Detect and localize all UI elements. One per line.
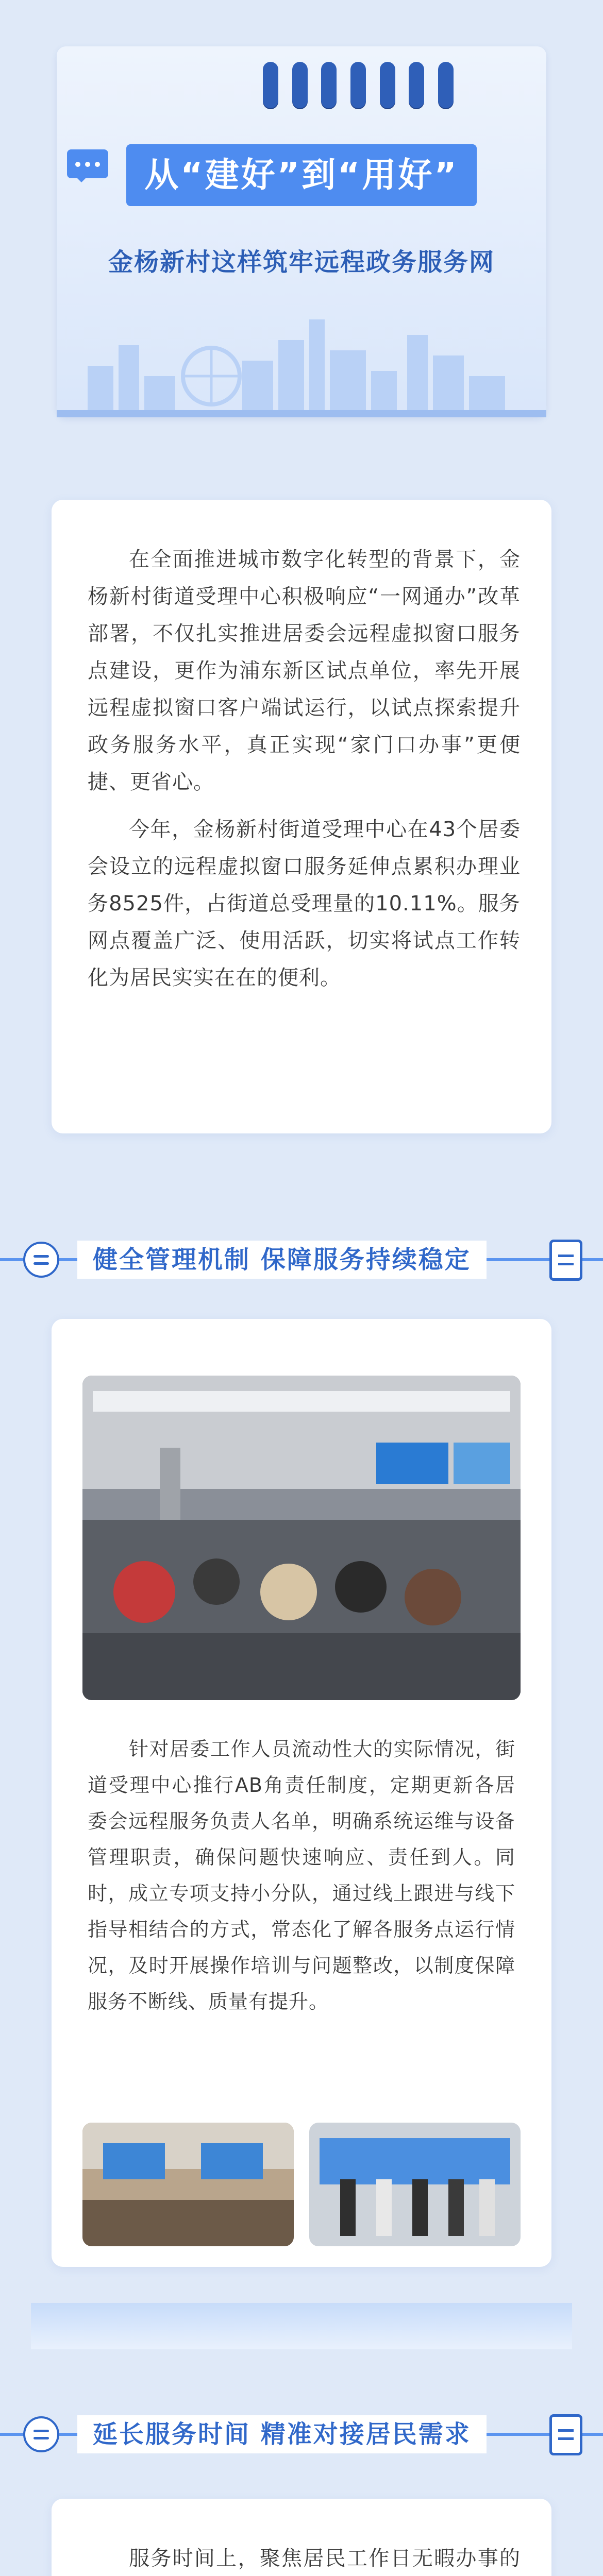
chat-bubble-icon xyxy=(67,149,108,178)
training-room-photo xyxy=(82,2123,294,2246)
divider xyxy=(31,2303,572,2349)
section2-card xyxy=(52,2499,551,2576)
section1-card xyxy=(52,1319,551,2267)
intro-paragraph-2: 今年，金杨新村街道受理中心在43个居委会设立的远程虚拟窗口服务延伸点累积办理业务8525件，占街道总受理量的10.11%。服务网点覆盖广泛、使用活跃，切实将试点工作转化为居民实实在在的便利。 xyxy=(88,818,521,990)
page-title: 从“建好”到“用好” xyxy=(126,144,477,206)
document-icon xyxy=(549,1240,582,1281)
document-icon xyxy=(549,2414,582,2455)
section1-paragraph: 针对居委工作人员流动性大的实际情况，街道受理中心推行AB角责任制度，定期更新各居委会远程服务负责人名单，明确系统运维与设备管理职责，确保问题快速响应、责任到人。同时，成立专项支持小分队，通过线上跟进与线下指导相结合的方式，常态化了解各服务点运行情况，及时开展操作培训与问题整改，以制度保障服务不断线、质量有提升。 xyxy=(88,1738,515,2013)
list-icon xyxy=(23,2416,59,2452)
intro-paragraph-1: 在全面推进城市数字化转型的背景下，金杨新村街道受理中心积极响应“一网通办”改革部署，不仅扎实推进居委会远程虚拟窗口服务点建设，更作为浦东新区试点单位，率先开展远程虚拟窗口客户端试运行，以试点探索提升政务服务水平，真正实现“家门口办事”更便捷、更省心。 xyxy=(88,548,521,794)
page-subtitle: 金杨新村这样筑牢远程政务服务网 xyxy=(108,248,495,277)
city-skyline-icon xyxy=(57,289,546,417)
intro-card xyxy=(52,500,551,1133)
list-icon xyxy=(23,1242,59,1278)
section-heading-1 xyxy=(0,1231,603,1288)
meeting-room-photo xyxy=(82,1376,521,1700)
staff-group-photo xyxy=(309,2123,521,2246)
binder-rings-icon xyxy=(263,62,454,108)
section-heading-2 xyxy=(0,2406,603,2463)
section-title-2: 延长服务时间 精准对接居民需求 xyxy=(77,2415,487,2453)
section-title-1: 健全管理机制 保障服务持续稳定 xyxy=(77,1241,487,1279)
section2-paragraph: 服务时间上，聚焦居民工作日无暇办事的 xyxy=(129,2547,521,2570)
